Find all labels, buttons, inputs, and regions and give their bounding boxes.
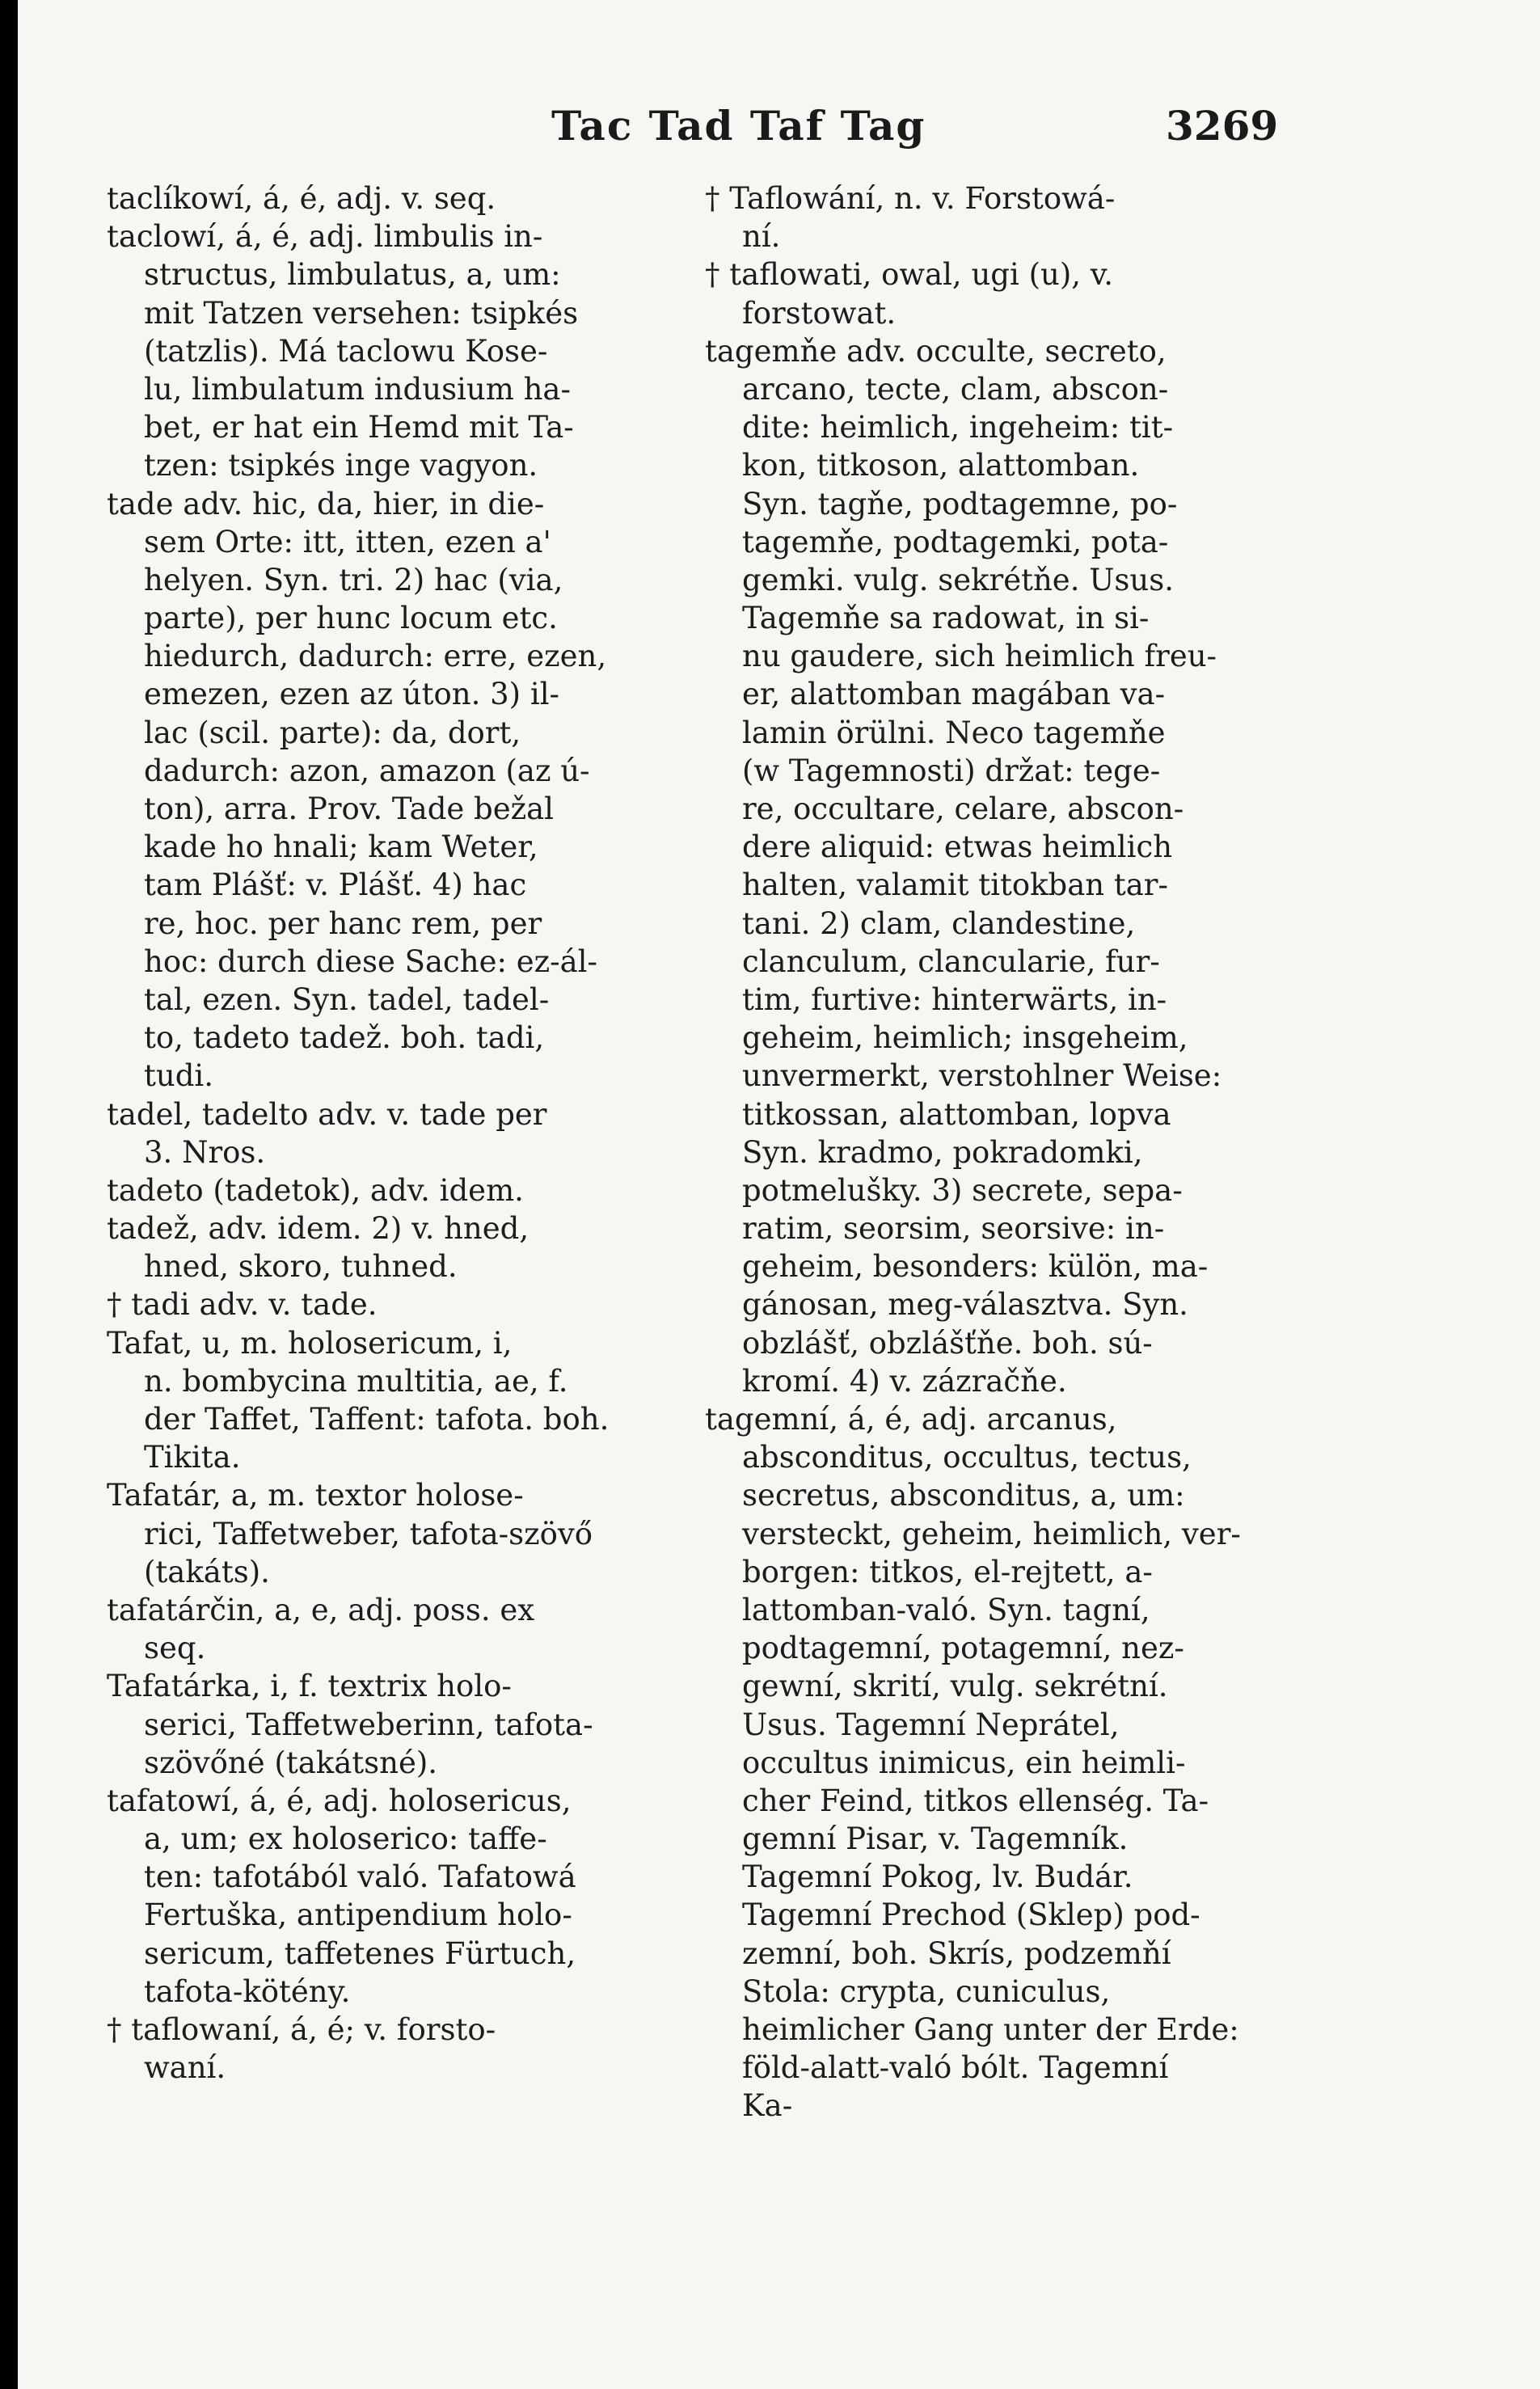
right-column-line: titkossan, alattomban, lopva xyxy=(742,1096,1171,1132)
right-column-line: geheim, heimlich; insgeheim, xyxy=(742,1020,1188,1056)
left-column-line: to, tadeto tadež. boh. tadi, xyxy=(144,1020,545,1056)
right-column-line: secretus, absconditus, a, um: xyxy=(742,1478,1185,1513)
left-column-line: seq. xyxy=(144,1631,206,1666)
left-column-line: lu, limbulatum indusium ha- xyxy=(144,371,571,407)
left-column-line: dadurch: azon, amazon (az ú- xyxy=(144,753,590,788)
right-column-line: er, alattomban magában va- xyxy=(742,677,1166,712)
left-column-line: a, um; ex holoserico: taffe- xyxy=(144,1821,547,1857)
left-column-line: tzen: tsipkés inge vagyon. xyxy=(144,448,538,483)
right-column-line: ní. xyxy=(742,219,781,255)
right-column-line: Tagemní Pokog, lv. Budár. xyxy=(742,1859,1133,1895)
right-column xyxy=(705,179,1303,2125)
left-column-line: tadež, adv. idem. 2) v. hned, xyxy=(107,1211,530,1247)
right-column-line: gemki. vulg. sekrétňe. Usus. xyxy=(742,562,1174,597)
left-column-line: ton), arra. Prov. Tade bežal xyxy=(144,791,555,826)
left-column-line: 3. Nros. xyxy=(144,1134,266,1170)
left-column-line: † taflowaní, á, é; v. forsto- xyxy=(107,2012,496,2047)
left-column-line: taclíkowí, á, é, adj. v. seq. xyxy=(107,181,496,216)
right-column-line: gánosan, meg-választva. Syn. xyxy=(742,1287,1188,1323)
page-number: 3269 xyxy=(1166,102,1279,150)
left-column-line: Tafat, u, m. holosericum, i, xyxy=(107,1325,513,1361)
left-column-line: tal, ezen. Syn. tadel, tadel- xyxy=(144,981,550,1017)
right-column-line: (w Tagemnosti) držat: tege- xyxy=(742,753,1161,788)
right-column-line: föld-alatt-való bólt. Tagemní xyxy=(742,2050,1169,2086)
left-column-line: re, hoc. per hanc rem, per xyxy=(144,905,542,941)
right-column-line: obzlášť, obzlášťňe. boh. sú- xyxy=(742,1325,1153,1361)
left-column-line: mit Tatzen versehen: tsipkés xyxy=(144,295,579,331)
left-column-line: Tafatár, a, m. textor holose- xyxy=(107,1478,524,1513)
right-column-line: dite: heimlich, ingeheim: tit- xyxy=(742,410,1174,445)
right-column-line: Syn. kradmo, pokradomki, xyxy=(742,1134,1143,1170)
right-column-line: absconditus, occultus, tectus, xyxy=(742,1440,1192,1475)
right-column-line: tani. 2) clam, clandestine, xyxy=(742,905,1136,941)
right-column-line: Usus. Tagemní Neprátel, xyxy=(742,1707,1120,1742)
left-column-line: tadeto (tadetok), adv. idem. xyxy=(107,1172,524,1208)
right-column-line: gemní Pisar, v. Tagemník. xyxy=(742,1821,1129,1857)
left-column-line: bet, er hat ein Hemd mit Ta- xyxy=(144,410,574,445)
right-column-line: re, occultare, celare, abscon- xyxy=(742,791,1184,826)
right-column-line: forstowat. xyxy=(742,295,897,331)
right-column-line: † taflowati, owal, ugi (u), v. xyxy=(705,257,1114,293)
left-column-line: ten: tafotából való. Tafatowá xyxy=(144,1859,576,1895)
left-column-line: sem Orte: itt, itten, ezen a' xyxy=(144,524,551,559)
left-column-line: sericum, taffetenes Fürtuch, xyxy=(144,1935,576,1971)
right-column-line: † Taflowání, n. v. Forstowá- xyxy=(705,181,1116,216)
left-column-line: tafatowí, á, é, adj. holosericus, xyxy=(107,1783,572,1818)
right-column-line: clanculum, clancularie, fur- xyxy=(742,943,1160,979)
right-column-line: arcano, tecte, clam, abscon- xyxy=(742,371,1169,407)
left-column-line: Tikita. xyxy=(144,1440,241,1475)
left-column-line: structus, limbulatus, a, um: xyxy=(144,257,561,293)
right-column-line: zemní, boh. Skrís, podzemňí xyxy=(742,1935,1171,1971)
left-column-line: tam Plášť: v. Plášť. 4) hac xyxy=(144,867,527,903)
left-column-line: rici, Taffetweber, tafota-szövő xyxy=(144,1516,593,1551)
right-column-line: Syn. tagňe, podtagemne, po- xyxy=(742,486,1178,521)
right-column-line: Tagemňe sa radowat, in si- xyxy=(742,601,1150,636)
right-column-line: tagemňe, podtagemki, pota- xyxy=(742,524,1169,559)
right-column-line: geheim, besonders: külön, ma- xyxy=(742,1249,1209,1285)
left-column-line: (tatzlis). Má taclowu Kose- xyxy=(144,333,548,369)
right-column-line: podtagemní, potagemní, nez- xyxy=(742,1631,1184,1666)
right-column-line: kon, titkoson, alattomban. xyxy=(742,448,1140,483)
left-column-line: emezen, ezen az úton. 3) il- xyxy=(144,677,560,712)
right-column-line: Ka- xyxy=(742,2088,793,2124)
right-column-line: occultus inimicus, ein heimli- xyxy=(742,1745,1186,1780)
right-column-line: nu gaudere, sich heimlich freu- xyxy=(742,639,1217,674)
left-column-line: parte), per hunc locum etc. xyxy=(144,601,558,636)
left-column-line: tafota-kötény. xyxy=(144,1973,351,2009)
right-column-line: versteckt, geheim, heimlich, ver- xyxy=(742,1516,1241,1551)
right-column-line: tim, furtive: hinterwärts, in- xyxy=(742,981,1167,1017)
left-column-line: der Taffet, Taffent: tafota. boh. xyxy=(144,1402,610,1437)
page-header xyxy=(18,95,1540,160)
left-column-line: lac (scil. parte): da, dort, xyxy=(144,715,521,750)
left-column-line: tudi. xyxy=(144,1058,213,1094)
left-column-line: taclowí, á, é, adj. limbulis in- xyxy=(107,219,543,255)
right-column-line: Tagemní Prechod (Sklep) pod- xyxy=(742,1897,1200,1933)
right-column-line: lattomban-való. Syn. tagní, xyxy=(742,1592,1150,1627)
left-column-line: n. bombycina multitia, ae, f. xyxy=(144,1363,568,1399)
left-column-line: tafatárčin, a, e, adj. poss. ex xyxy=(107,1592,535,1627)
right-column-line: lamin örülni. Neco tagemňe xyxy=(742,715,1166,750)
running-head: Tac Tad Taf Tag xyxy=(551,102,926,150)
right-column-line: tagemní, á, é, adj. arcanus, xyxy=(705,1402,1117,1437)
left-column-line: helyen. Syn. tri. 2) hac (via, xyxy=(144,562,563,597)
right-column-line: borgen: titkos, el-rejtett, a- xyxy=(742,1554,1153,1589)
right-column-line: potmelušky. 3) secrete, sepa- xyxy=(742,1172,1183,1208)
right-column-line: ratim, seorsim, seorsive: in- xyxy=(742,1211,1165,1247)
right-column-line: kromí. 4) v. zázračňe. xyxy=(742,1363,1067,1399)
left-column-line: hoc: durch diese Sache: ez-ál- xyxy=(144,943,597,979)
left-column-line: kade ho hnali; kam Weter, xyxy=(144,829,538,865)
left-column-line: waní. xyxy=(144,2050,226,2086)
right-column-line: cher Feind, titkos ellenség. Ta- xyxy=(742,1783,1209,1818)
right-column-line: heimlicher Gang unter der Erde: xyxy=(742,2012,1239,2047)
left-column-line: hned, skoro, tuhned. xyxy=(144,1249,458,1285)
right-column-line: tagemňe adv. occulte, secreto, xyxy=(705,333,1167,369)
scan-edge xyxy=(0,0,18,2389)
left-column-line: serici, Taffetweberinn, tafota- xyxy=(144,1707,593,1742)
left-column-line: hiedurch, dadurch: erre, ezen, xyxy=(144,639,607,674)
left-column-line: Tafatárka, i, f. textrix holo- xyxy=(107,1669,512,1704)
left-column-line: † tadi adv. v. tade. xyxy=(107,1287,378,1323)
left-column xyxy=(107,179,705,2087)
left-column-line: tadel, tadelto adv. v. tade per xyxy=(107,1096,547,1132)
right-column-line: halten, valamit titokban tar- xyxy=(742,867,1168,903)
left-column-line: Fertuška, antipendium holo- xyxy=(144,1897,572,1933)
right-column-line: Stola: crypta, cuniculus, xyxy=(742,1973,1111,2009)
left-column-line: szövőné (takátsné). xyxy=(144,1745,438,1780)
right-column-line: unvermerkt, verstohlner Weise: xyxy=(742,1058,1222,1094)
dictionary-page xyxy=(18,0,1540,2389)
right-column-line: dere aliquid: etwas heimlich xyxy=(742,829,1173,865)
left-column-line: (takáts). xyxy=(144,1554,270,1589)
right-column-line: gewní, skrití, vulg. sekrétní. xyxy=(742,1669,1168,1704)
left-column-line: tade adv. hic, da, hier, in die- xyxy=(107,486,545,521)
